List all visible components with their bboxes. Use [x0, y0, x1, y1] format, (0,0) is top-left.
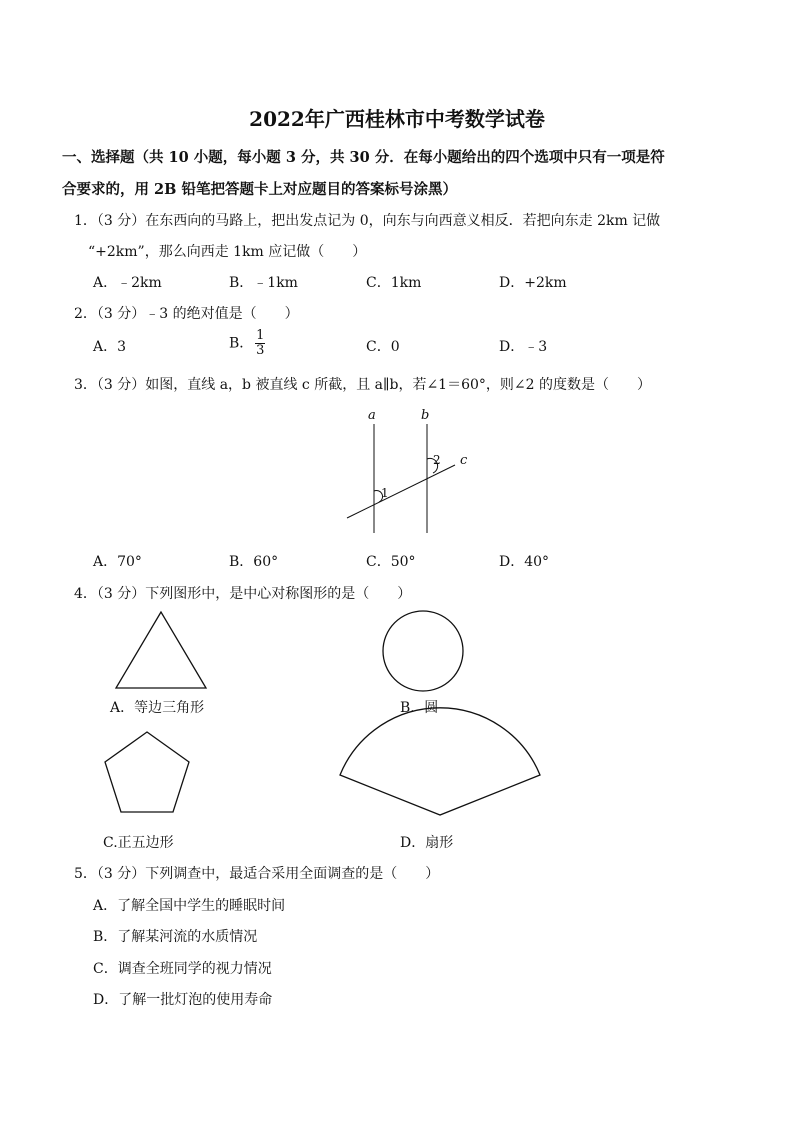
- label-c: c: [460, 453, 468, 468]
- label-b: b: [421, 408, 430, 423]
- fraction-denominator: 3: [256, 343, 265, 358]
- q3-option-c[interactable]: C．50°: [366, 554, 416, 570]
- q5-option-b[interactable]: B．了解某河流的水质情况: [93, 929, 258, 945]
- q4-option-d[interactable]: D．扇形: [400, 835, 454, 851]
- q5-option-c[interactable]: C．调查全班同学的视力情况: [93, 961, 272, 977]
- circle-shape: [383, 611, 463, 691]
- q4-option-b[interactable]: B．圆: [400, 700, 439, 716]
- q5-stem: 5．（3 分）下列调查中，最适合采用全面调查的是（ ）: [74, 866, 440, 882]
- section-heading-line2: 合要求的，用 2B 铅笔把答题卡上对应题目的答案标号涂黑）: [62, 181, 457, 198]
- q3-option-b[interactable]: B．60°: [229, 554, 279, 570]
- q1-option-a[interactable]: A．﹣2km: [93, 275, 162, 291]
- q1-stem-line1: 1．（3 分）在东西向的马路上，把出发点记为 0，向东与向西意义相反．若把向东走 2km 记做: [74, 213, 661, 229]
- fraction-numerator: 1: [256, 328, 265, 343]
- q1-option-c[interactable]: C．1km: [366, 275, 422, 291]
- q3-option-a[interactable]: A．70°: [93, 554, 142, 570]
- q5-option-a[interactable]: A．了解全国中学生的睡眠时间: [93, 898, 286, 914]
- label-angle-1: 1: [381, 486, 389, 500]
- q4-option-a[interactable]: A．等边三角形: [110, 700, 205, 716]
- section-heading-line1: 一、选择题（共 10 小题，每小题 3 分，共 30 分．在每小题给出的四个选项中只有一项是符: [62, 149, 665, 166]
- q4-stem: 4．（3 分）下列图形中，是中心对称图形的是（ ）: [74, 586, 412, 602]
- sector-shape: [340, 708, 540, 815]
- q1-option-d[interactable]: D．+2km: [499, 275, 567, 291]
- page-title: 2022年广西桂林市中考数学试卷: [249, 107, 545, 131]
- q2-stem: 2．（3 分）﹣3 的绝对值是（ ）: [74, 306, 299, 322]
- q3-option-d[interactable]: D．40°: [499, 554, 550, 570]
- equilateral-triangle-shape: [116, 612, 206, 688]
- q2-option-b-label: B．: [229, 335, 254, 352]
- q3-stem: 3．（3 分）如图，直线 a，b 被直线 c 所截，且 a∥b，若∠1＝60°，则∠2 的度数是（ ）: [74, 377, 651, 393]
- q2-option-d[interactable]: D．﹣3: [499, 339, 548, 355]
- q4-option-c[interactable]: C.正五边形: [103, 835, 174, 851]
- regular-pentagon-shape: [105, 732, 189, 812]
- label-a: a: [368, 408, 376, 423]
- q5-option-d[interactable]: D．了解一批灯泡的使用寿命: [93, 992, 273, 1008]
- label-angle-2: 2: [433, 453, 441, 467]
- q1-stem-line2: “+2km”，那么向西走 1km 应记做（ ）: [88, 244, 367, 260]
- q2-option-c[interactable]: C．0: [366, 339, 400, 355]
- q1-option-b[interactable]: B．﹣1km: [229, 275, 298, 291]
- q2-option-a[interactable]: A．3: [93, 339, 127, 355]
